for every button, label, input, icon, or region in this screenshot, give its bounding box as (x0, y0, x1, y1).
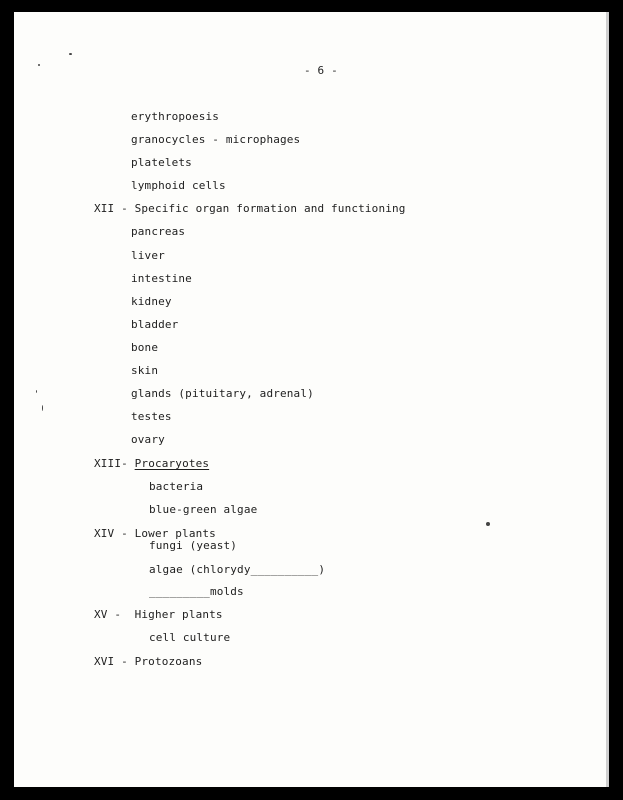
list-item: erythropoesis (131, 110, 220, 123)
section-heading: XIV - Lower plants (94, 527, 216, 540)
list-item: _________molds (149, 585, 244, 598)
document-page (14, 12, 609, 787)
list-item: kidney (131, 295, 172, 308)
page-number: - 6 - (304, 64, 338, 77)
list-item: algae (chlorydy__________) (149, 563, 326, 576)
section-heading (94, 457, 209, 470)
paper-speck (69, 53, 72, 55)
paper-speck (38, 64, 40, 66)
list-item: granocycles - microphages (131, 133, 301, 146)
list-item: liver (131, 249, 165, 262)
list-item: blue-green algae (149, 503, 258, 516)
list-item: ovary (131, 433, 165, 446)
section-heading: XVI - Protozoans (94, 655, 203, 668)
paper-speck (486, 522, 490, 526)
list-item: glands (pituitary, adrenal) (131, 387, 314, 400)
list-item: bone (131, 341, 159, 354)
list-item: testes (131, 410, 172, 423)
list-item: pancreas (131, 225, 186, 238)
paper-speck (36, 390, 37, 393)
list-item: lymphoid cells (131, 179, 226, 192)
section-heading: XV - Higher plants (94, 608, 223, 621)
list-item: platelets (131, 156, 192, 169)
list-item: bacteria (149, 480, 204, 493)
section-heading: XII - Specific organ formation and functioning (94, 202, 406, 215)
list-item: intestine (131, 272, 192, 285)
list-item: fungi (yeast) (149, 539, 238, 552)
paper-speck (42, 405, 43, 411)
section-title: Procaryotes (134, 457, 210, 470)
list-item: cell culture (149, 631, 231, 644)
list-item: skin (131, 364, 159, 377)
list-item: bladder (131, 318, 179, 331)
section-numeral: XIII- (94, 457, 128, 470)
